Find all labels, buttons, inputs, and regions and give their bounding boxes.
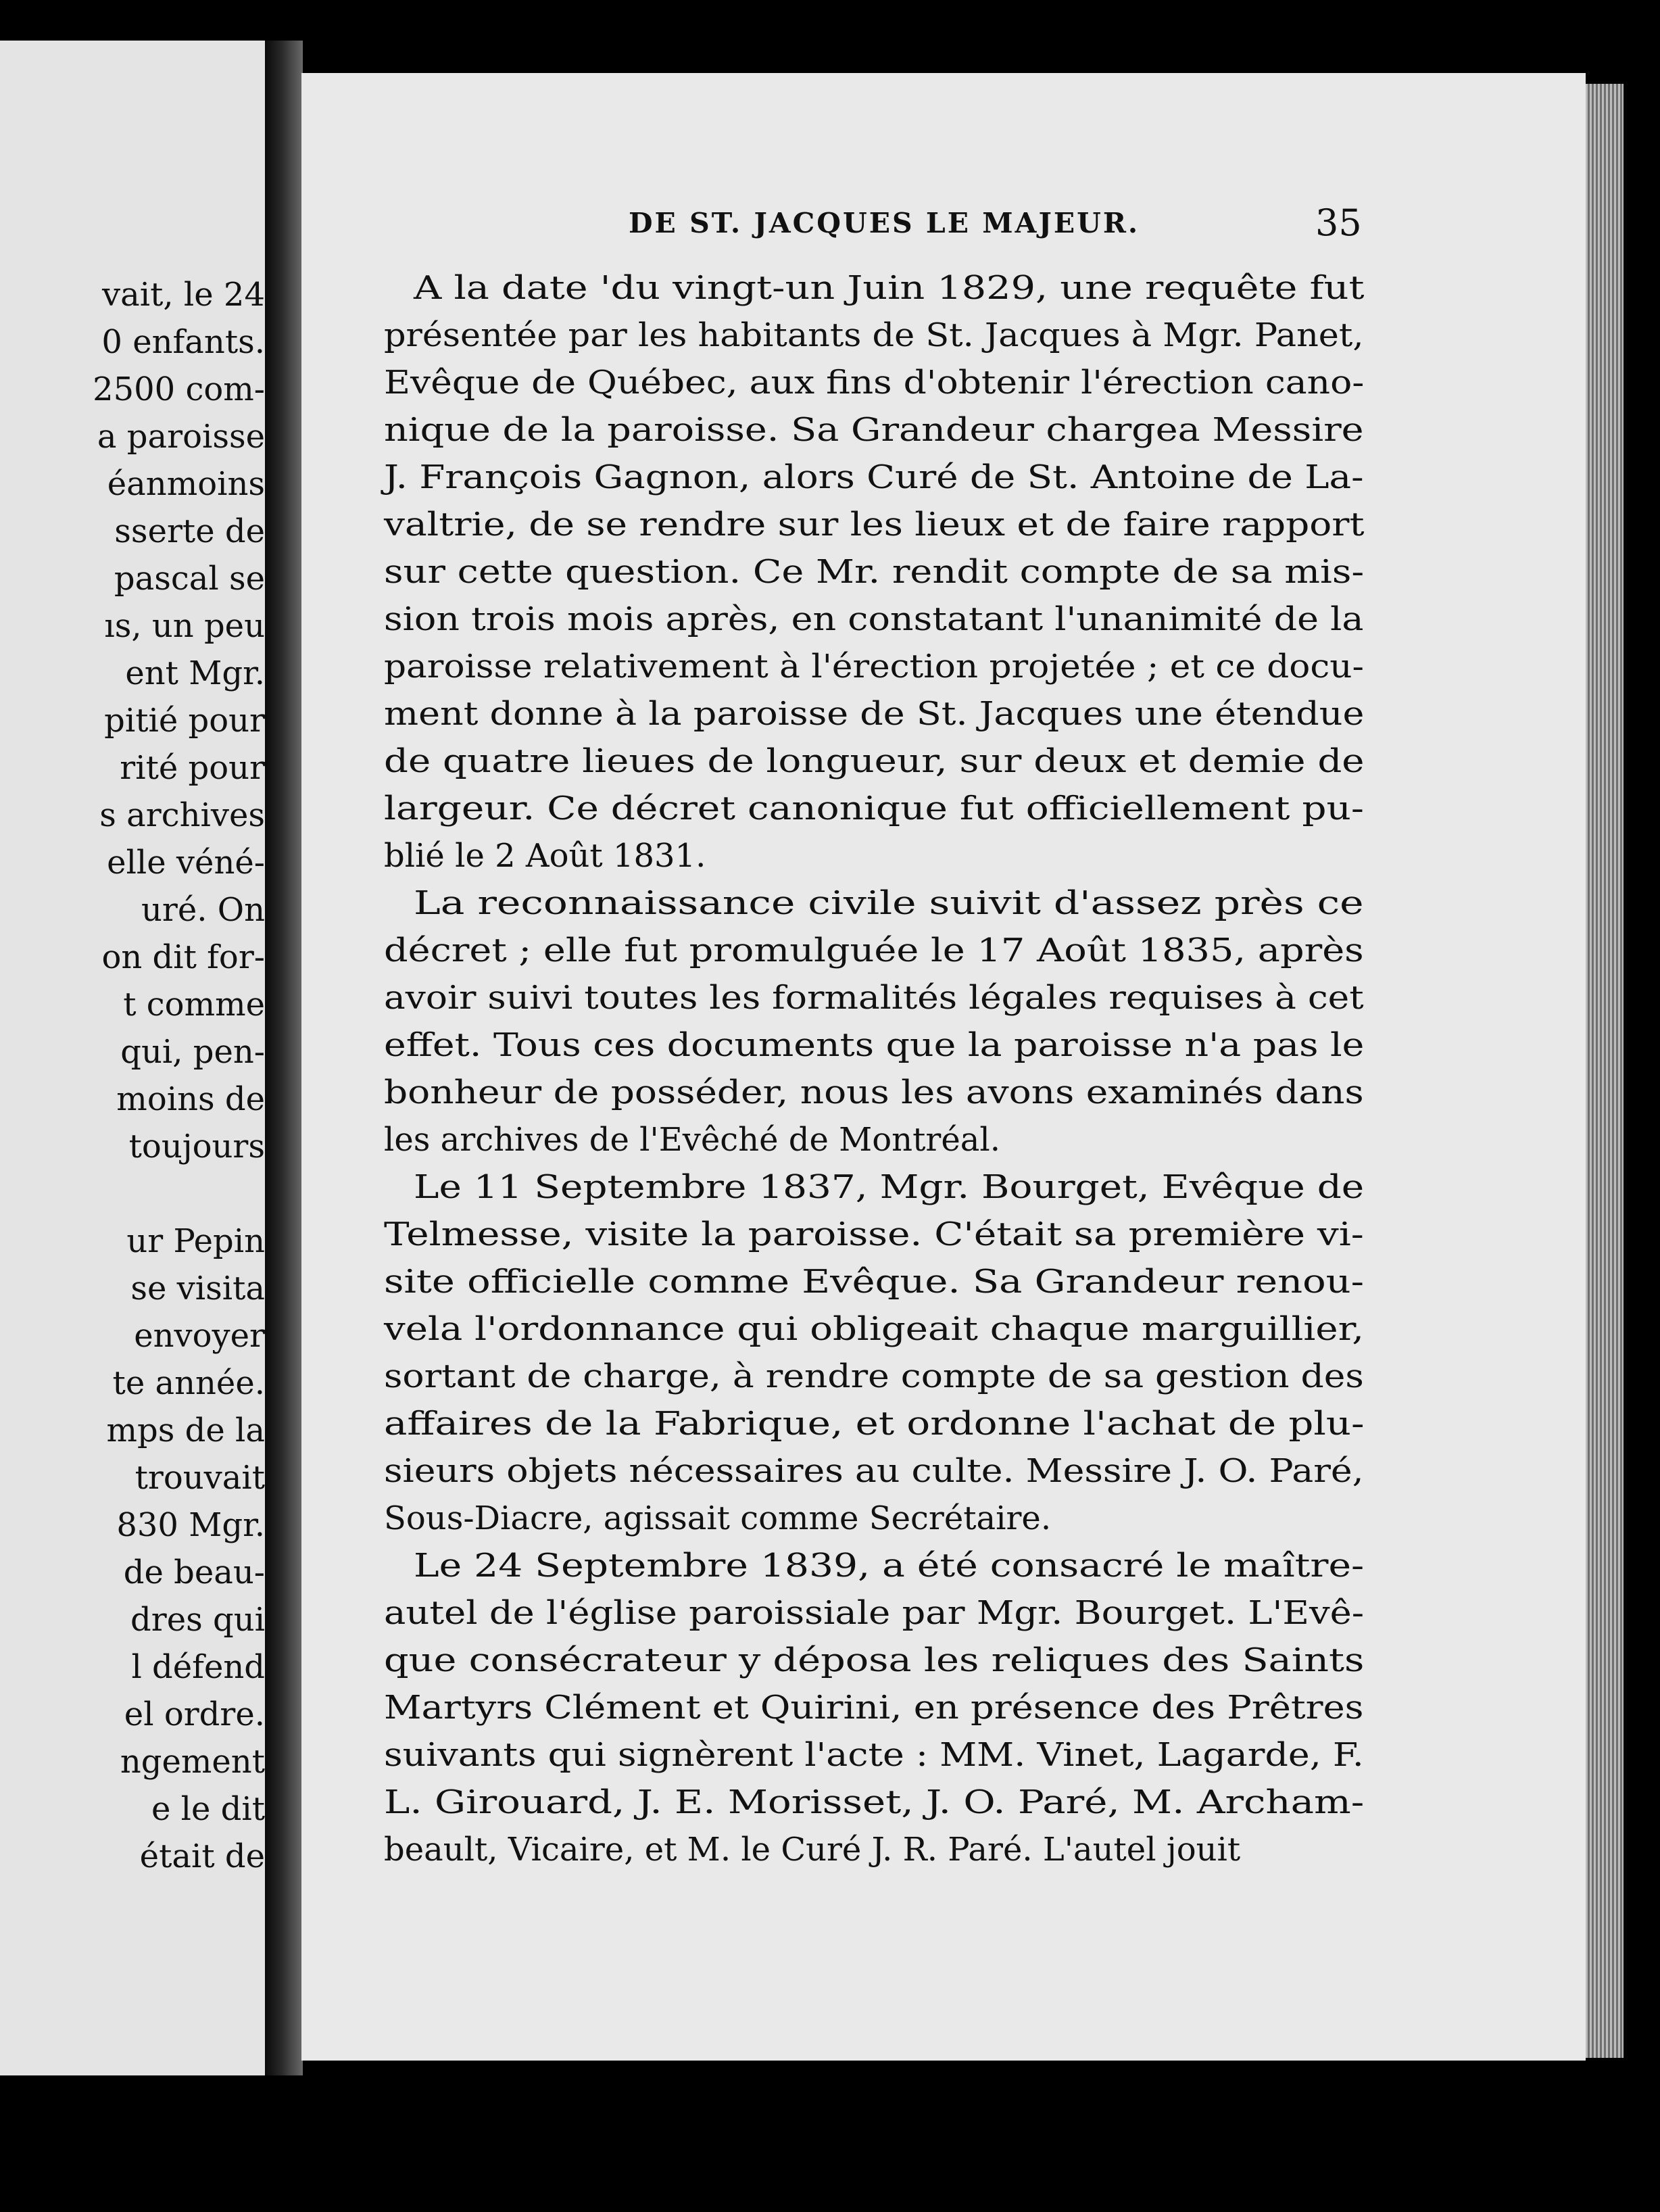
- text-line: La reconnaissance civile suivit d'assez près ce: [414, 884, 1364, 922]
- previous-page-line: pitié pour: [104, 702, 265, 740]
- previous-page-line: sserte de: [114, 512, 265, 550]
- previous-page-line: se visita: [130, 1270, 265, 1307]
- previous-page-line: 0 enfants.: [101, 323, 265, 361]
- text-line: décret ; elle fut promulguée le 17 Août 1835, après: [384, 932, 1364, 969]
- text-line: Le 11 Septembre 1837, Mgr. Bourget, Evêque de: [414, 1168, 1365, 1206]
- text-line: Evêque de Québec, aux fins d'obtenir l'érection cano-: [384, 364, 1365, 402]
- text-line: Martyrs Clément et Quirini, en présence des Prêtres: [384, 1689, 1364, 1727]
- previous-page-line: 2500 com-: [93, 370, 265, 408]
- text-line: de quatre lieues de longueur, sur deux et demie de: [384, 742, 1365, 780]
- text-line: vela l'ordonnance qui obligeait chaque marguillier,: [384, 1310, 1365, 1348]
- previous-page-line: vait, le 24: [102, 276, 265, 314]
- previous-page-line: on dit for-: [101, 938, 265, 976]
- text-line: J. François Gagnon, alors Curé de St. Antoine de La-: [384, 458, 1364, 496]
- page-edges: [1586, 84, 1624, 2058]
- text-line: sur cette question. Ce Mr. rendit compte de sa mis-: [384, 553, 1365, 591]
- book-gutter: [265, 41, 303, 2075]
- previous-page-line: a paroisse: [97, 418, 265, 456]
- text-line: L. Girouard, J. E. Morisset, J. O. Paré, M. Archam-: [384, 1783, 1365, 1821]
- previous-page-line: el ordre.: [124, 1696, 265, 1733]
- previous-page-line: ngement: [120, 1743, 265, 1781]
- text-line: bonheur de posséder, nous les avons examinés dans: [384, 1074, 1364, 1111]
- text-line: les archives de l'Evêché de Montréal.: [384, 1121, 1000, 1159]
- previous-page-fragment: [0, 41, 269, 2075]
- text-line: présentée par les habitants de St. Jacques à Mgr. Panet,: [384, 316, 1364, 354]
- text-line: ment donne à la paroisse de St. Jacques une étendue: [384, 695, 1365, 733]
- previous-page-text: [0, 41, 265, 2075]
- previous-page-line: t comme: [123, 986, 265, 1024]
- text-line: que consécrateur y déposa les reliques des Saints: [384, 1641, 1365, 1679]
- text-line: site officielle comme Evêque. Sa Grandeur renou-: [384, 1263, 1365, 1301]
- previous-page-line: éanmoins: [107, 465, 265, 503]
- previous-page-line: ıs, un peu: [104, 607, 265, 645]
- text-line: sieurs objets nécessaires au culte. Messire J. O. Paré,: [384, 1452, 1364, 1490]
- previous-page-line: qui, pen-: [120, 1033, 265, 1071]
- previous-page-line: pascal se: [114, 560, 265, 598]
- text-line: avoir suivi toutes les formalités légales requises à cet: [384, 979, 1364, 1017]
- text-line: A la date 'du vingt-un Juin 1829, une requête fut: [414, 269, 1365, 307]
- text-line: effet. Tous ces documents que la paroisse n'a pas le: [384, 1026, 1365, 1064]
- text-line: largeur. Ce décret canonique fut officiellement pu-: [384, 790, 1364, 827]
- previous-page-line: e le dit: [151, 1790, 265, 1828]
- previous-page-line: toujours: [128, 1128, 265, 1165]
- text-line: Telmesse, visite la paroisse. C'était sa première vi-: [384, 1216, 1364, 1253]
- text-line: sion trois mois après, en constatant l'unanimité de la: [384, 600, 1364, 638]
- text-line: Sous-Diacre, agissait comme Secrétaire.: [384, 1499, 1052, 1537]
- text-line: beault, Vicaire, et M. le Curé J. R. Paré. L'autel jouit: [384, 1831, 1241, 1869]
- previous-page-line: trouvait: [135, 1459, 265, 1497]
- previous-page-line: moins de: [116, 1080, 265, 1118]
- previous-page-line: uré. On: [141, 891, 265, 929]
- previous-page-line: s archives: [99, 796, 265, 834]
- text-line: valtrie, de se rendre sur les lieux et de faire rapport: [384, 506, 1365, 544]
- previous-page-line: l défend: [131, 1648, 265, 1686]
- text-line: Le 24 Septembre 1839, a été consacré le maître-: [414, 1547, 1365, 1585]
- running-title: DE ST. JACQUES LE MAJEUR.: [629, 207, 1140, 239]
- previous-page-line: de beau-: [123, 1554, 265, 1591]
- text-line: paroisse relativement à l'érection projetée ; et ce docu-: [384, 648, 1364, 686]
- text-line: affaires de la Fabrique, et ordonne l'achat de plu-: [384, 1405, 1365, 1443]
- previous-page-line: ent Mgr.: [125, 654, 265, 692]
- text-line: sortant de charge, à rendre compte de sa gestion des: [384, 1357, 1364, 1395]
- page-number: 35: [1315, 201, 1362, 244]
- previous-page-line: envoyer: [134, 1317, 265, 1355]
- previous-page-line: rité pour: [120, 749, 265, 787]
- previous-page-line: dres qui: [130, 1601, 265, 1639]
- text-line: blié le 2 Août 1831.: [384, 837, 706, 875]
- text-line: autel de l'église paroissiale par Mgr. Bourget. L'Evê-: [384, 1594, 1365, 1632]
- previous-page-line: mps de la: [106, 1412, 265, 1449]
- previous-page-line: elle véné-: [107, 844, 265, 882]
- previous-page-line: ur Pepin: [126, 1222, 265, 1260]
- previous-page-line: 830 Mgr.: [116, 1506, 265, 1544]
- text-line: suivants qui signèrent l'acte : MM. Vinet, Lagarde, F.: [384, 1736, 1364, 1774]
- previous-page-line: te année.: [112, 1364, 265, 1402]
- text-line: nique de la paroisse. Sa Grandeur chargea Messire: [384, 411, 1364, 449]
- previous-page-line: était de: [139, 1837, 265, 1875]
